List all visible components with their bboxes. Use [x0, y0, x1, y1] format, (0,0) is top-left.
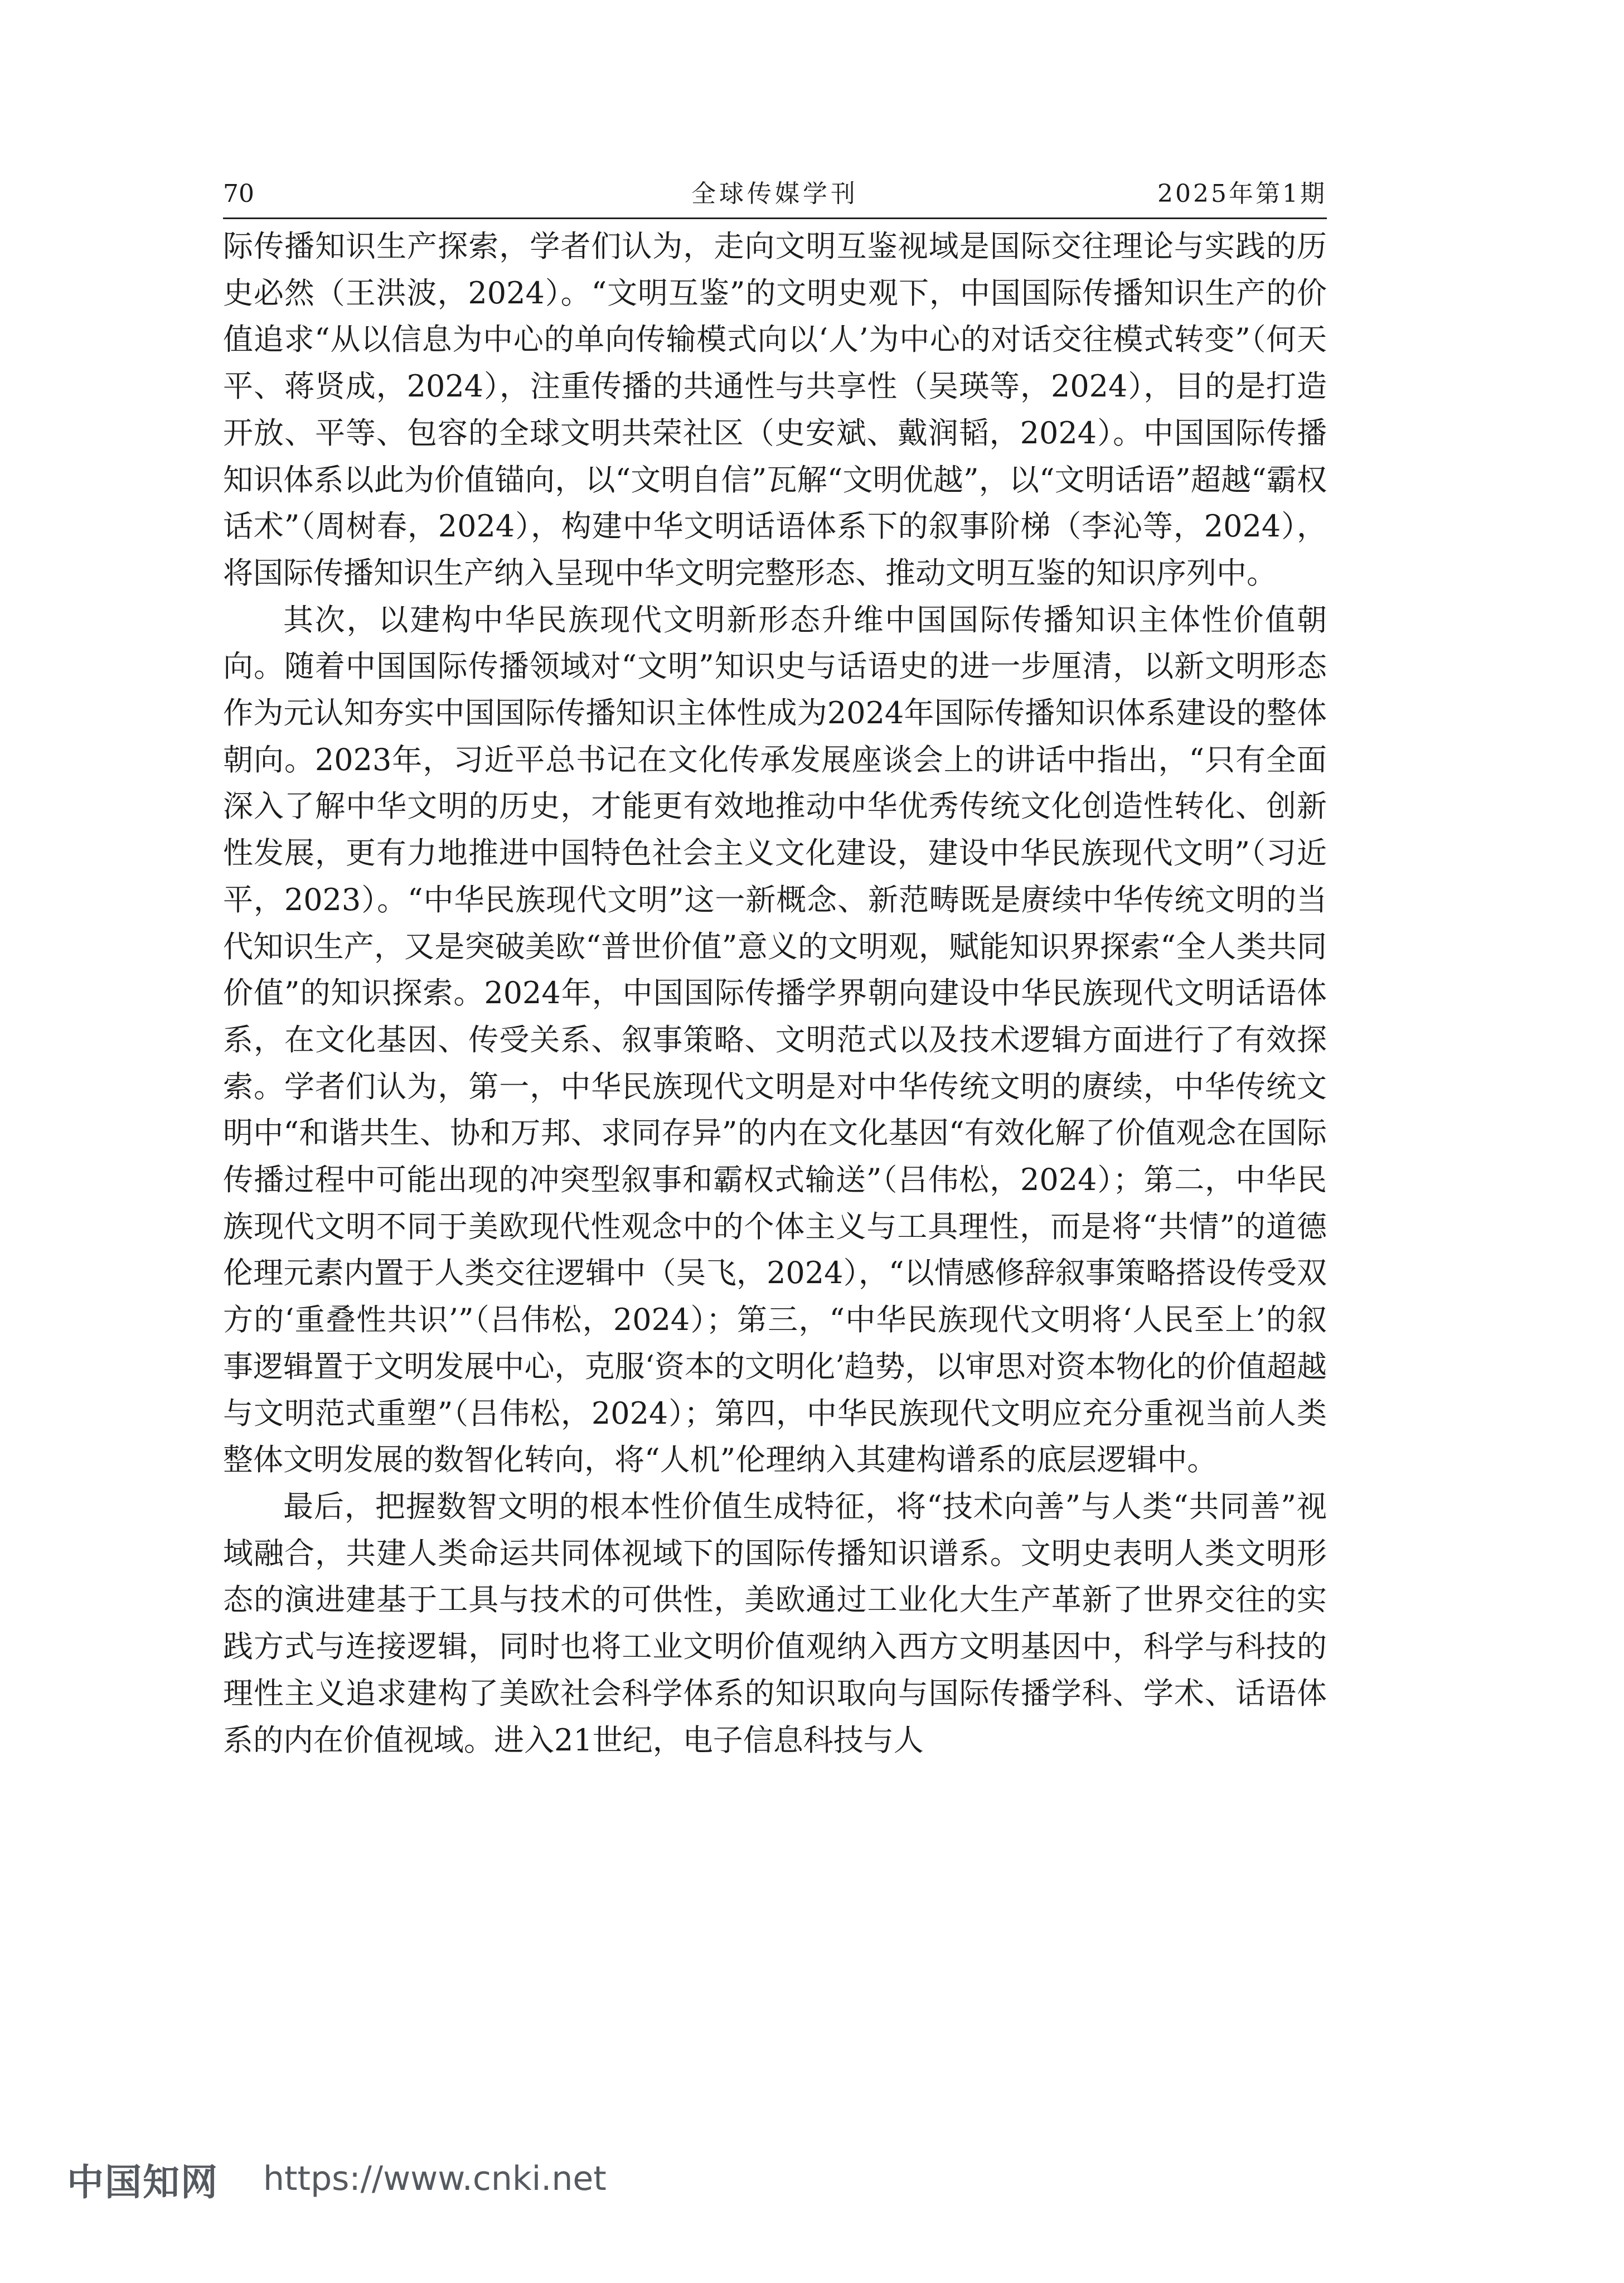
- watermark-footer: [67, 2154, 607, 2204]
- running-header: [223, 167, 1327, 219]
- cnki-url[interactable]: https://www.cnki.net: [263, 2159, 607, 2198]
- journal-title: 全球传媒学刊: [691, 180, 859, 208]
- cnki-logo: 中国知网: [67, 2160, 219, 2204]
- page-number: 70: [223, 180, 254, 208]
- article-body: [223, 223, 1327, 1763]
- paragraph-continued: 际传播知识生产探索，学者们认为，走向文明互鉴视域是国际交往理论与实践的历史必然（王洪波，2024）。“文明互鉴”的文明史观下，中国国际传播知识生产的价值追求“从以信息为中心的单向传输模式向以‘人’为中心的对话交往模式转变”（何天平、蒋贤成，2024），注重传播的共通性与共享性（吴瑛等，2024），目的是打造开放、平等、包容的全球文明共荣社区（史安斌、戴润韬，2024）。中国国际传播知识体系以此为价值锚向，以“文明自信”瓦解“文明优越”，以“文明话语”超越“霸权话术”（周树春，2024），构建中华文明话语体系下的叙事阶梯（李沁等，2024），将国际传播知识生产纳入呈现中华文明完整形态、推动文明互鉴的知识序列中。: [223, 229, 1327, 591]
- paragraph-finally: 最后，把握数智文明的根本性价值生成特征，将“技术向善”与人类“共同善”视域融合，共建人类命运共同体视域下的国际传播知识谱系。文明史表明人类文明形态的演进建基于工具与技术的可供性，美欧通过工业化大生产革新了世界交往的实践方式与连接逻辑，同时也将工业文明价值观纳入西方文明基因中，科学与科技的理性主义追求建构了美欧社会科学体系的知识取向与国际传播学科、学术、话语体系的内在价值视域。进入21世纪，电子信息科技与人: [223, 1488, 1327, 1758]
- paragraph-secondly: 其次，以建构中华民族现代文明新形态升维中国国际传播知识主体性价值朝向。随着中国国际传播领域对“文明”知识史与话语史的进一步厘清，以新文明形态作为元认知夯实中国国际传播知识主体性成为2024年国际传播知识体系建设的整体朝向。2023年，习近平总书记在文化传承发展座谈会上的讲话中指出，“只有全面深入了解中华文明的历史，才能更有效地推动中华优秀传统文化创造性转化、创新性发展，更有力地推进中国特色社会主义文化建设，建设中华民族现代文明”（习近平，2023）。“中华民族现代文明”这一新概念、新范畴既是赓续中华传统文明的当代知识生产，又是突破美欧“普世价值”意义的文明观，赋能知识界探索“全人类共同价值”的知识探索。2024年，中国国际传播学界朝向建设中华民族现代文明话语体系，在文化基因、传受关系、叙事策略、文明范式以及技术逻辑方面进行了有效探索。学者们认为，第一，中华民族现代文明是对中华传统文明的赓续，中华传统文明中“和谐共生、协和万邦、求同存异”的内在文化基因“有效化解了价值观念在国际传播过程中可能出现的冲突型叙事和霸权式输送”（吕伟松，2024）；第二，中华民族现代文明不同于美欧现代性观念中的个体主义与工具理性，而是将“共情”的道德伦理元素内置于人类交往逻辑中（吴飞，2024），“以情感修辞叙事策略搭设传受双方的‘重叠性共识’”（吕伟松，2024）；第三，“中华民族现代文明将‘人民至上’的叙事逻辑置于文明发展中心，克服‘资本的文明化’趋势，以审思对资本物化的价值超越与文明范式重塑”（吕伟松，2024）；第四，中华民族现代文明应充分重视当前人类整体文明发展的数智化转向，将“人机”伦理纳入其建构谱系的底层逻辑中。: [223, 602, 1327, 1478]
- issue-label: 2025年第1期: [1157, 180, 1327, 208]
